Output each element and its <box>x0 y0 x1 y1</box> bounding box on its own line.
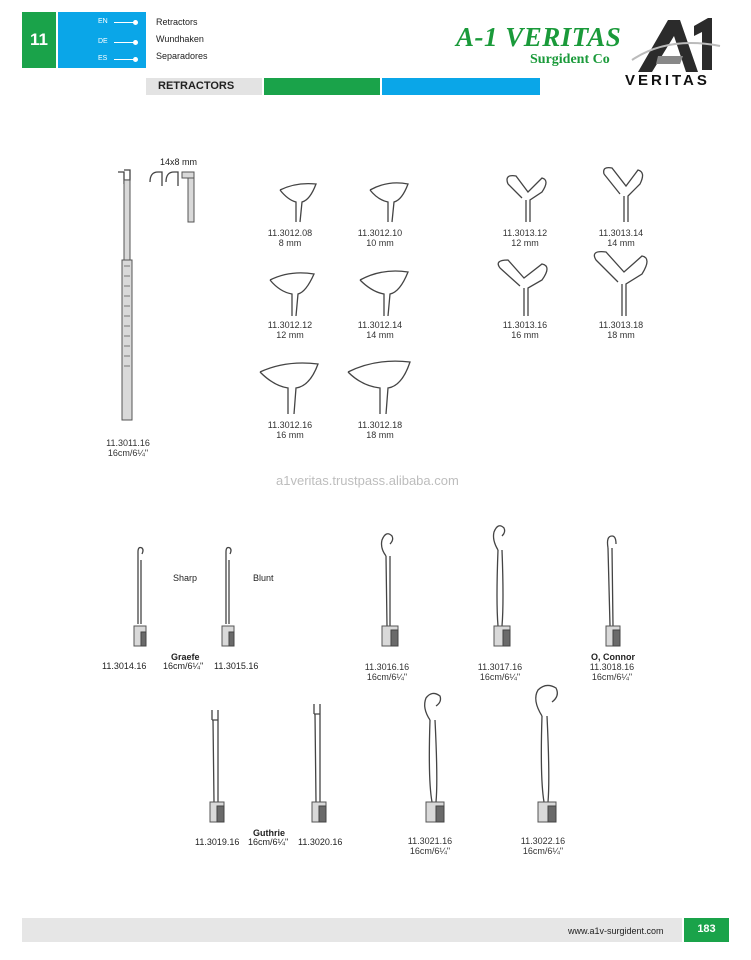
lang-code-de: DE <box>98 38 108 45</box>
large-hook-retractor-icon <box>418 690 454 826</box>
loop-blade-size: 18 mm <box>607 330 635 340</box>
hook-size: 16cm/6¼" <box>479 672 521 682</box>
blade-size: 12 mm <box>276 330 304 340</box>
blade-icon <box>356 268 416 318</box>
hook-size: 16cm/6¼" <box>522 846 564 856</box>
graefe-name: Graefe <box>171 652 200 662</box>
lang-word-de: Wundhaken <box>156 34 204 44</box>
hook-retractor-icon <box>598 532 628 650</box>
guthrie-code-b: 11.3020.16 <box>298 837 343 847</box>
blade-icon <box>266 270 326 318</box>
guthrie-name: Guthrie <box>253 828 286 838</box>
hook-code: 11.3017.16 <box>477 662 523 672</box>
hook-retractor-icon <box>374 530 404 650</box>
blade-code: 11.3012.16 <box>267 420 313 430</box>
footer-page-number: 183 <box>697 923 716 935</box>
page-number: 11 <box>30 30 48 49</box>
blade-code: 11.3012.14 <box>357 320 403 330</box>
lang-dot-en <box>133 20 138 25</box>
graefe-size: 16cm/6¼" <box>163 661 204 671</box>
blade-size: 10 mm <box>366 238 394 248</box>
lang-code-es: ES <box>98 55 108 62</box>
loop-blade-icon <box>502 172 552 224</box>
guthrie-size: 16cm/6¼" <box>248 837 289 847</box>
blade-code: 11.3012.12 <box>267 320 313 330</box>
lang-line-es <box>114 59 134 60</box>
loop-blade-code: 11.3013.12 <box>502 228 548 238</box>
a1-logo-icon <box>628 16 724 74</box>
loop-blade-code: 11.3013.16 <box>502 320 548 330</box>
sharp-label: Sharp <box>173 573 198 583</box>
lang-dot-de <box>133 40 138 45</box>
graefe-code-sharp: 11.3014.16 <box>102 661 147 671</box>
loop-blade-code: 11.3013.18 <box>598 320 644 330</box>
graefe-blunt-hook-icon <box>216 546 240 650</box>
hook-retractor-icon <box>486 522 516 650</box>
lang-line-en <box>114 22 134 23</box>
size-note: 14x8 mm <box>160 157 198 167</box>
hook-code: 11.3021.16 <box>407 836 453 846</box>
large-hook-retractor-icon <box>526 682 570 826</box>
lang-dot-es <box>133 57 138 62</box>
lang-word-es: Separadores <box>156 51 208 61</box>
lang-line-de <box>114 42 134 43</box>
loop-blade-size: 14 mm <box>607 238 635 248</box>
hook-size: 16cm/6¼" <box>366 672 408 682</box>
blade-icon <box>276 180 326 224</box>
hook-size: 16cm/6¼" <box>409 846 451 856</box>
loop-blade-icon <box>590 250 654 318</box>
hook-code: 11.3016.16 <box>364 662 410 672</box>
logo-text: VERITAS <box>625 72 710 89</box>
section-title: RETRACTORS <box>158 80 235 92</box>
brand-subtitle: Surgident Co <box>530 52 610 67</box>
loop-blade-code: 11.3013.14 <box>598 228 644 238</box>
guthrie-code-a: 11.3019.16 <box>195 837 240 847</box>
lang-word-en: Retractors <box>156 17 198 27</box>
blade-code: 11.3012.18 <box>357 420 403 430</box>
retractor-tip-detail-icon <box>148 168 208 228</box>
loop-blade-icon <box>494 258 554 318</box>
oconnor-name: O, Connor <box>591 652 635 662</box>
main-code: 11.3011.16 <box>106 438 150 448</box>
main-size: 16cm/6¼" <box>107 448 149 458</box>
accent-bar-blue <box>382 78 540 95</box>
blade-size: 14 mm <box>366 330 394 340</box>
guthrie-double-hook-icon <box>306 700 334 826</box>
loop-blade-size: 16 mm <box>511 330 539 340</box>
graefe-sharp-hook-icon <box>128 546 152 650</box>
loop-blade-size: 12 mm <box>511 238 539 248</box>
blunt-label: Blunt <box>253 573 274 583</box>
blade-icon <box>344 358 414 416</box>
lang-code-en: EN <box>98 18 108 25</box>
watermark: a1veritas.trustpass.alibaba.com <box>276 473 459 488</box>
guthrie-double-hook-icon <box>204 706 232 826</box>
hook-code: 11.3018.16 <box>589 662 635 672</box>
blade-code: 11.3012.10 <box>357 228 403 238</box>
loop-blade-icon <box>598 166 648 224</box>
blade-icon <box>256 360 326 416</box>
accent-bar-green <box>264 78 380 95</box>
footer-url[interactable]: www.a1v-surgident.com <box>568 926 664 936</box>
hook-code: 11.3022.16 <box>520 836 566 846</box>
blade-size: 18 mm <box>366 430 394 440</box>
brand-name: A-1 VERITAS <box>456 22 622 52</box>
blade-size: 8 mm <box>278 238 302 248</box>
blade-icon <box>366 180 416 224</box>
blade-code: 11.3012.08 <box>267 228 313 238</box>
hook-size: 16cm/6¼" <box>591 672 633 682</box>
blade-size: 16 mm <box>276 430 304 440</box>
graefe-code-blunt: 11.3015.16 <box>214 661 259 671</box>
